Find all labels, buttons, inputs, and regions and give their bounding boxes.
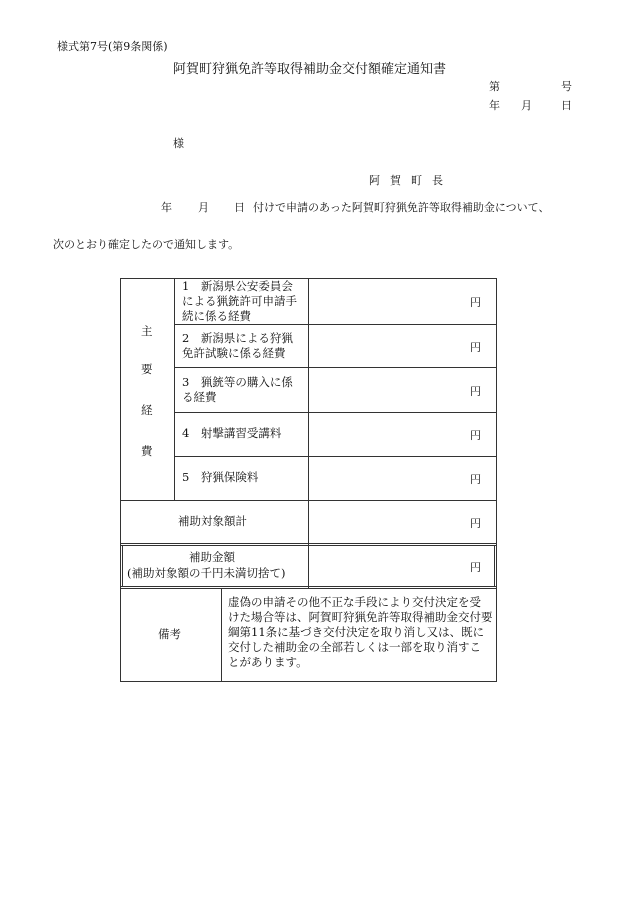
item-label-line: 5 狩猟保険料 xyxy=(182,470,259,484)
item-label-line: 免許試験に係る経費 xyxy=(182,346,286,360)
category-char: 主 xyxy=(141,324,153,338)
subsidy-note: (補助対象額の千円未満切捨て) xyxy=(127,566,286,580)
item-label-line: 3 猟銃等の購入に係 xyxy=(182,375,293,389)
table-border-right xyxy=(496,278,497,682)
yen-unit: 円 xyxy=(470,561,481,574)
date-day-label: 日 xyxy=(561,99,572,112)
date-year-label: 年 xyxy=(489,99,500,112)
category-char: 費 xyxy=(141,444,153,458)
body-day-label: 日 xyxy=(234,201,245,214)
body-month-label: 月 xyxy=(198,201,209,214)
category-char: 経 xyxy=(141,403,153,417)
item-label-line: による猟銃許可申請手 xyxy=(182,294,297,308)
date-month-label: 月 xyxy=(521,99,532,112)
remarks-text-line: とがあります。 xyxy=(228,655,308,669)
body-text-line-1: 付けで申請のあった阿賀町狩猟免許等取得補助金について、 xyxy=(253,201,550,214)
body-year-label: 年 xyxy=(161,201,172,214)
item-label-line: 続に係る経費 xyxy=(182,309,251,323)
subsidy-inner-border-bottom xyxy=(120,586,497,587)
item-label-line: 2 新潟県による狩猟 xyxy=(182,331,293,345)
document-number-suffix: 号 xyxy=(561,80,572,93)
remarks-text-line: 綱第11条に基づき交付決定を取り消し又は、既に xyxy=(228,625,485,639)
yen-unit: 円 xyxy=(470,429,481,442)
recipient-honorific: 様 xyxy=(173,137,184,150)
table-border-bottom xyxy=(120,681,497,682)
sender-name: 阿賀町長 xyxy=(369,174,453,187)
category-divider xyxy=(174,278,175,500)
yen-unit: 円 xyxy=(470,473,481,486)
remarks-text-line: けた場合等は、阿賀町狩猟免許等取得補助金交付要 xyxy=(228,610,493,624)
row-divider xyxy=(174,412,497,413)
row-divider xyxy=(174,367,497,368)
remarks-label: 備考 xyxy=(158,627,181,641)
body-text-line-2: 次のとおり確定したので通知します。 xyxy=(53,238,240,251)
item-label-line: る経費 xyxy=(182,390,217,404)
category-char: 要 xyxy=(141,362,153,376)
item-label-line: 1 新潟県公安委員会 xyxy=(182,279,293,293)
total-label: 補助対象額計 xyxy=(178,514,247,528)
item-label-line: 4 射撃講習受講料 xyxy=(182,426,282,440)
remarks-text-line: 交付した補助金の全部若しくは一部を取り消すこ xyxy=(228,640,481,654)
subsidy-label: 補助金額 xyxy=(189,550,235,564)
table-border-left xyxy=(120,278,121,682)
form-number-label: 様式第7号(第9条関係) xyxy=(57,40,168,53)
subsidy-inner-border-top xyxy=(120,545,497,546)
yen-unit: 円 xyxy=(470,385,481,398)
yen-unit: 円 xyxy=(470,296,481,309)
yen-unit: 円 xyxy=(470,341,481,354)
subsidy-inner-border-left xyxy=(122,545,123,587)
row-divider xyxy=(120,588,497,589)
row-divider xyxy=(174,456,497,457)
remarks-text-line: 虚偽の申請その他不正な手段により交付決定を受 xyxy=(228,595,481,609)
document-number-label: 第 xyxy=(489,80,500,93)
subsidy-inner-border-right xyxy=(494,545,495,587)
document-title: 阿賀町狩猟免許等取得補助金交付額確定通知書 xyxy=(173,62,447,77)
row-divider xyxy=(174,324,497,325)
remarks-divider xyxy=(221,589,222,682)
row-divider xyxy=(120,543,497,544)
row-divider xyxy=(120,500,497,501)
yen-unit: 円 xyxy=(470,517,481,530)
